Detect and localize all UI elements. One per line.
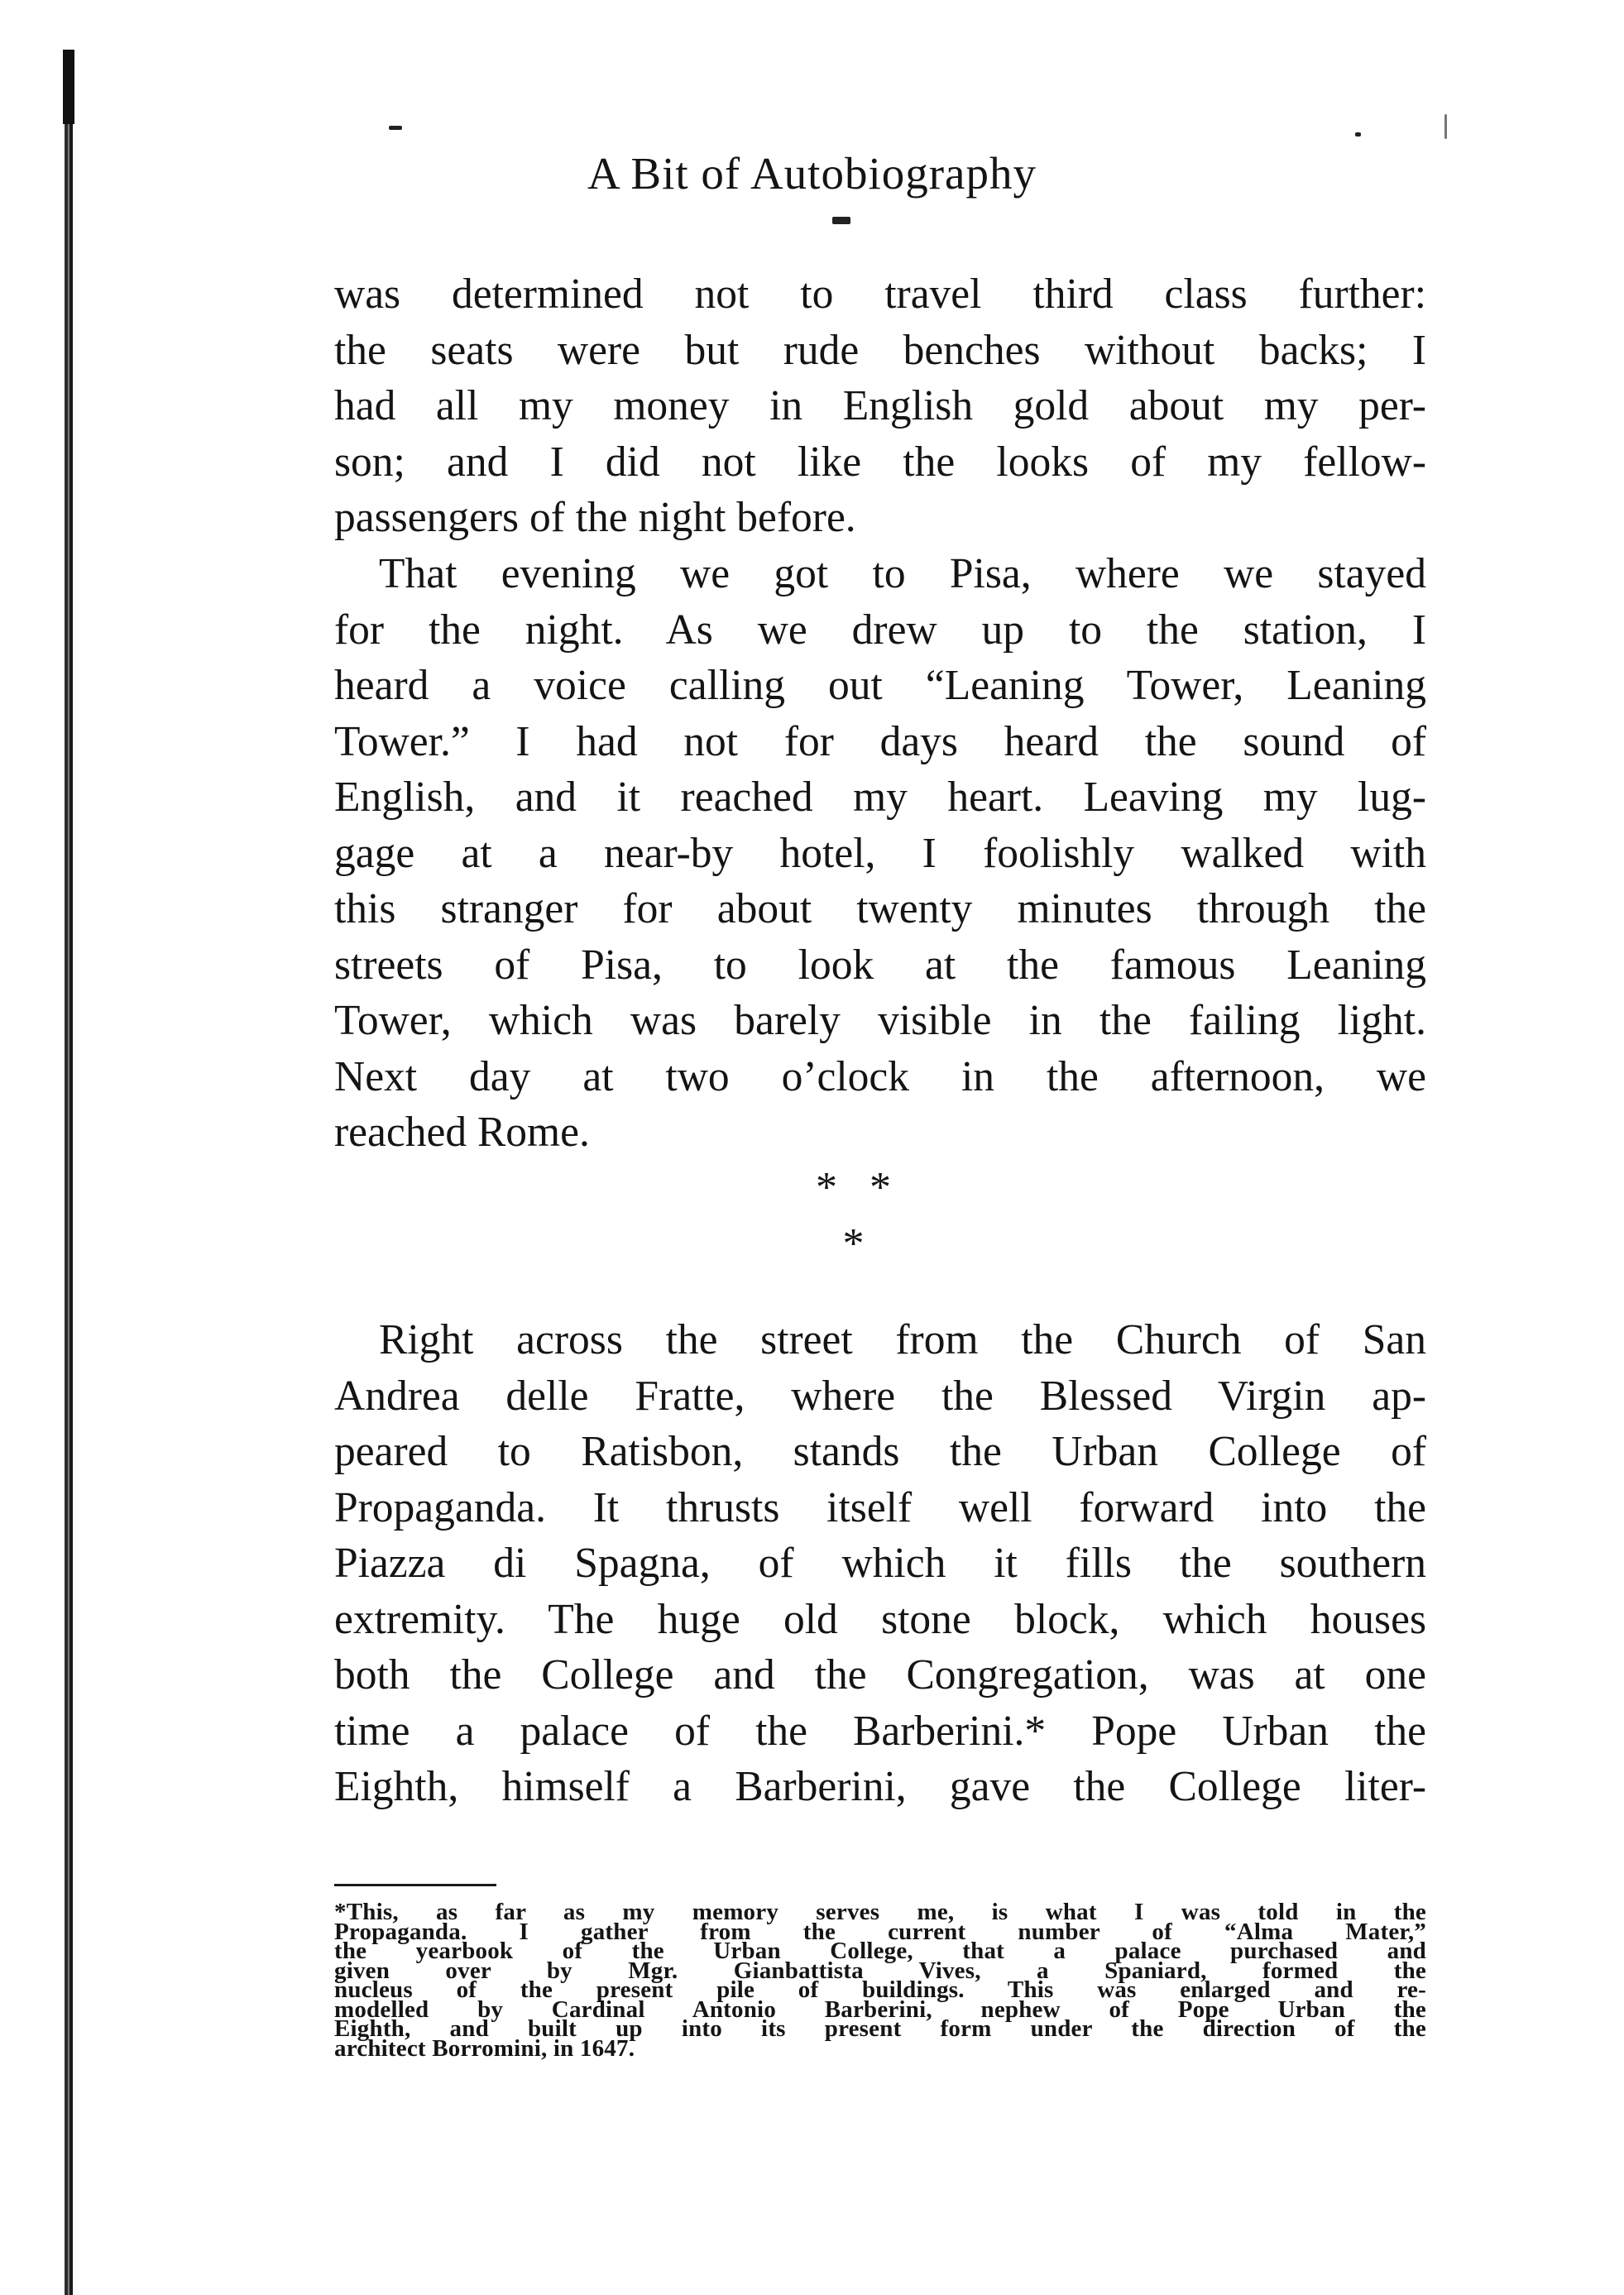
text-line: son; and I did not like the looks of my fellow- [334,438,1426,486]
footnote-line: Propaganda. I gather from the current number of “Alma Mater,” [334,1918,1426,1945]
scan-speck [1444,114,1447,139]
text-line: Right across the street from the Church of San [379,1316,1426,1363]
footnote-line: nucleus of the present pile of buildings. This was enlarged and re- [334,1976,1426,2003]
footnote-line: architect Borromini, in 1647. [334,2034,635,2062]
text-line: both the College and the Congregation, was at one [334,1651,1426,1698]
text-line: gage at a near-by hotel, I foolishly walked with [334,829,1426,877]
footnote-line: Eighth, and built up into its present form under the direction of the [334,2015,1426,2042]
text-line: extremity. The huge old stone block, which houses [334,1595,1426,1643]
footnote-line: modelled by Cardinal Antonio Barberini, nephew of Pope Urban the [334,1996,1426,2023]
running-head: A Bit of Autobiography [587,148,1037,199]
footnote-line: *This, as far as my memory serves me, is what I was told in the [334,1899,1426,1925]
text-line: time a palace of the Barberini.* Pope Urban the [334,1707,1426,1755]
text-line: the seats were but rude benches without backs; I [334,326,1426,374]
footnote-line: given over by Mgr. Gianbattista Vives, a Spaniard, formed the [334,1957,1426,1984]
text-line: for the night. As we drew up to the station, I [334,606,1426,654]
asterisk-pair: * * [816,1164,891,1211]
text-line: Tower.” I had not for days heard the sound of [334,717,1426,765]
text-line: streets of Pisa, to look at the famous Leaning [334,941,1426,989]
text-line: Piazza di Spagna, of which it fills the southern [334,1540,1426,1587]
text-line: had all my money in English gold about my per- [334,382,1426,429]
paragraph-pisa [334,546,1426,1161]
text-line: reached Rome. [334,1109,590,1156]
text-line: was determined not to travel third class further: [334,271,1426,318]
scan-speck [389,126,402,130]
text-line: That evening we got to Pisa, where we stayed [379,550,1426,597]
footnote-rule [334,1884,496,1886]
page-binding-mark [63,50,74,124]
scan-speck [832,217,850,224]
section-separator-top [41,1164,1624,1211]
paragraph-propaganda [334,1312,1426,1815]
text-line: heard a voice calling out “Leaning Tower, Leaning [334,662,1426,709]
footnote [334,1899,1426,2062]
asterisk-single: * [842,1220,865,1267]
text-line: Next day at two o’clock in the afternoon, we [334,1052,1426,1100]
text-line: Eighth, himself a Barberini, gave the College liter- [334,1763,1426,1810]
text-line: English, and it reached my heart. Leaving my lug- [334,774,1426,821]
text-line: passengers of the night before. [334,494,856,541]
footnote-line: the yearbook of the Urban College, that a palace purchased and [334,1938,1426,1964]
paragraph-continuation [334,266,1426,546]
text-line: this stranger for about twenty minutes through the [334,885,1426,932]
text-line: Propaganda. It thrusts itself well forward into the [334,1483,1426,1531]
text-line: peared to Ratisbon, stands the Urban College of [334,1428,1426,1475]
section-separator-bottom [41,1220,1624,1267]
scan-speck [1355,132,1361,137]
text-line: Andrea delle Fratte, where the Blessed Virgin ap- [334,1372,1426,1420]
text-line: Tower, which was barely visible in the failing light. [334,997,1426,1044]
